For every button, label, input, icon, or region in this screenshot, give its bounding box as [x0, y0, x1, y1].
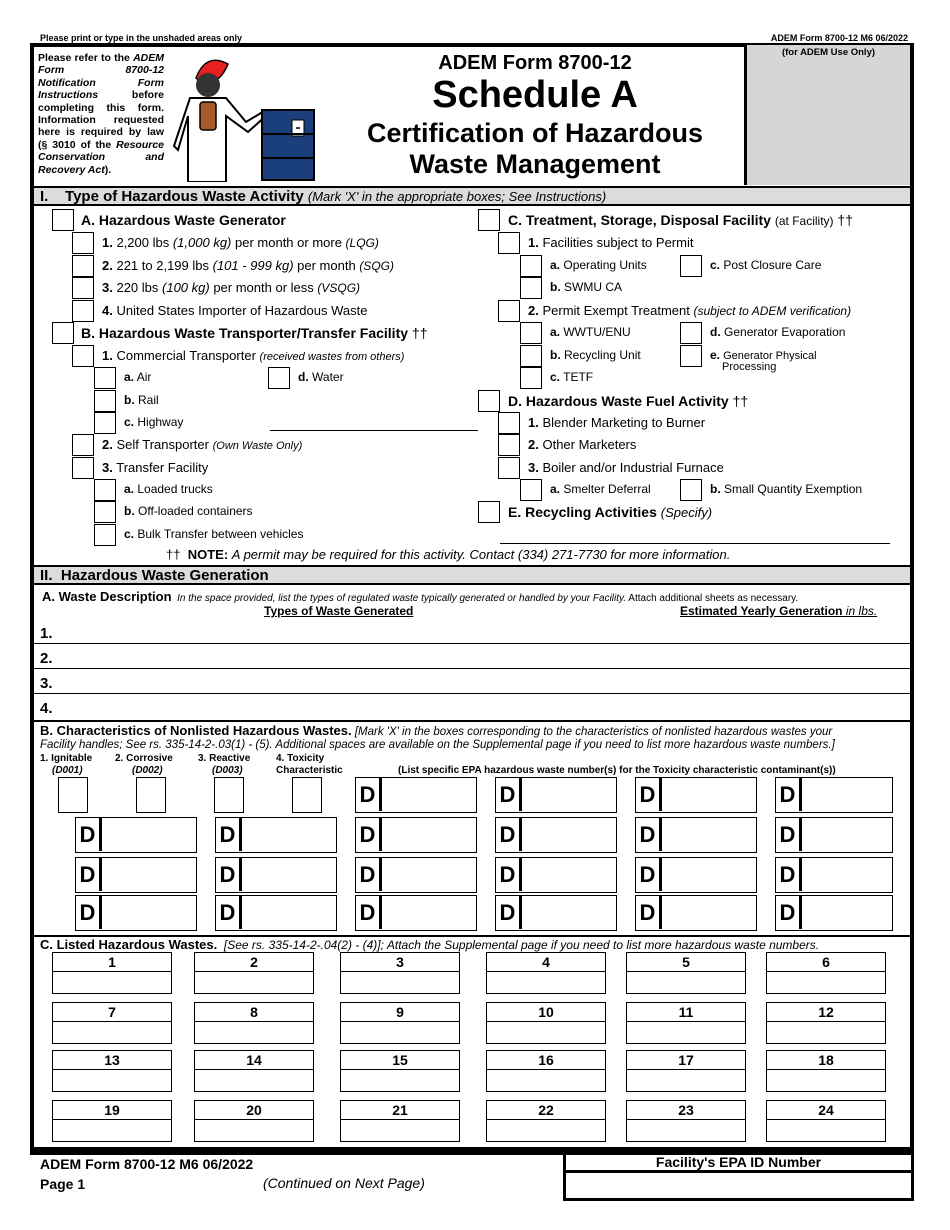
listed-waste-field[interactable]	[766, 1002, 886, 1044]
listed-waste-field[interactable]	[626, 1050, 746, 1092]
bulk-transfer-checkbox[interactable]	[94, 524, 116, 546]
operating-units-label: a. Operating Units	[550, 258, 647, 272]
listed-waste-field[interactable]	[340, 1100, 460, 1142]
d-prefix-label: D	[776, 778, 802, 811]
ignitable-checkbox[interactable]	[58, 777, 88, 813]
rail-checkbox[interactable]	[94, 390, 116, 412]
title-line-1: Certification of Hazardous	[366, 118, 704, 148]
toxicity-number-field[interactable]	[635, 857, 757, 893]
toxicity-number-field[interactable]	[495, 777, 617, 813]
adem-use-label: (for ADEM Use Only)	[781, 47, 876, 58]
listed-waste-field[interactable]	[626, 952, 746, 994]
listed-waste-field[interactable]	[340, 952, 460, 994]
swmu-ca-label: b. SWMU CA	[550, 280, 623, 294]
toxicity-number-field[interactable]	[495, 857, 617, 893]
other-marketers-label: 2. Other Marketers	[528, 437, 637, 452]
permit-facilities-label: 1. Facilities subject to Permit	[528, 235, 694, 250]
listed-waste-field[interactable]	[766, 1050, 886, 1092]
yearly-generation-column-header: Estimated Yearly Generation in lbs.	[680, 604, 878, 618]
toxicity-number-field[interactable]	[635, 777, 757, 813]
d-prefix-label: D	[356, 858, 382, 891]
waste-row-1: 1.	[40, 625, 53, 642]
vsqg-label: 3. 220 lbs (100 kg) per month or less (VSQG)	[102, 280, 361, 295]
toxicity-number-field[interactable]	[75, 895, 197, 931]
listed-waste-field[interactable]	[486, 1050, 606, 1092]
toxicity-number-field[interactable]	[75, 857, 197, 893]
post-closure-checkbox[interactable]	[680, 255, 702, 277]
listed-waste-number: 9	[341, 1003, 459, 1022]
form-number: ADEM Form 8700-12	[438, 52, 632, 74]
listed-waste-field[interactable]	[766, 1100, 886, 1142]
tetf-checkbox[interactable]	[520, 367, 542, 389]
d-prefix-label: D	[496, 896, 522, 929]
section-2-header: II. Hazardous Waste Generation	[34, 565, 910, 585]
operating-units-checkbox[interactable]	[520, 255, 542, 277]
listed-waste-number: 5	[627, 953, 745, 972]
physical-processing-label-2: Processing	[722, 361, 777, 373]
listed-waste-field[interactable]	[194, 1002, 314, 1044]
listed-waste-field[interactable]	[52, 1100, 172, 1142]
d-prefix-label: D	[216, 858, 242, 891]
schedule-title: Schedule A	[432, 74, 638, 116]
char-reactive: 3. Reactive	[198, 753, 251, 764]
worker-illustration-icon	[166, 50, 326, 182]
toxicity-number-field[interactable]	[495, 817, 617, 853]
listed-waste-field[interactable]	[340, 1002, 460, 1044]
water-label: d. Water	[298, 370, 344, 384]
listed-waste-number: 12	[767, 1003, 885, 1022]
page-number: Page 1	[40, 1176, 86, 1192]
char-characteristic: Characteristic	[276, 765, 343, 776]
footer-form-version: ADEM Form 8700-12 M6 06/2022	[40, 1156, 254, 1172]
d-prefix-label: D	[636, 818, 662, 851]
toxicity-number-field[interactable]	[775, 777, 893, 813]
waste-row-3: 3.	[40, 675, 53, 692]
generator-label: A. Hazardous Waste Generator	[81, 212, 286, 228]
d-prefix-label: D	[636, 858, 662, 891]
offloaded-containers-label: b. Off-loaded containers	[124, 504, 253, 518]
d-prefix-label: D	[636, 896, 662, 929]
recycling-activities-checkbox[interactable]	[478, 501, 500, 523]
air-label: a. Air	[124, 370, 152, 384]
transporter-label: B. Hazardous Waste Transporter/Transfer Facility ††	[81, 325, 428, 341]
waste-row-4: 4.	[40, 700, 53, 717]
epa-id-box	[563, 1151, 914, 1201]
d-prefix-label: D	[356, 778, 382, 811]
importer-checkbox[interactable]	[72, 300, 94, 322]
listed-waste-field[interactable]	[52, 952, 172, 994]
listed-waste-number: 1	[53, 953, 171, 972]
d-prefix-label: D	[496, 778, 522, 811]
lqg-checkbox[interactable]	[72, 232, 94, 254]
d-prefix-label: D	[216, 896, 242, 929]
physical-processing-checkbox[interactable]	[680, 345, 702, 367]
listed-waste-number: 15	[341, 1051, 459, 1070]
continued-note: (Continued on Next Page)	[263, 1175, 425, 1191]
d-prefix-label: D	[776, 858, 802, 891]
listed-waste-field[interactable]	[766, 952, 886, 994]
listed-waste-field[interactable]	[340, 1050, 460, 1092]
listed-waste-number: 7	[53, 1003, 171, 1022]
generator-evaporation-label: d. Generator Evaporation	[710, 325, 846, 339]
loaded-trucks-checkbox[interactable]	[94, 479, 116, 501]
other-marketers-checkbox[interactable]	[498, 434, 520, 456]
fuel-activity-label: D. Hazardous Waste Fuel Activity ††	[508, 393, 749, 409]
listed-waste-number: 19	[53, 1101, 171, 1120]
listed-waste-number: 14	[195, 1051, 313, 1070]
reactive-checkbox[interactable]	[214, 777, 244, 813]
sqg-label: 2. 221 to 2,199 lbs (101 - 999 kg) per month (SQG)	[102, 258, 394, 273]
d-prefix-label: D	[636, 778, 662, 811]
offloaded-containers-checkbox[interactable]	[94, 501, 116, 523]
smelter-deferral-label: a. Smelter Deferral	[550, 482, 651, 496]
listed-waste-field[interactable]	[194, 1100, 314, 1142]
adem-use-box	[744, 45, 910, 185]
listed-waste-field[interactable]	[486, 1002, 606, 1044]
tsdf-label: C. Treatment, Storage, Disposal Facility (at Facility) ††	[508, 212, 853, 228]
d-prefix-label: D	[76, 858, 102, 891]
char-d002: (D002)	[132, 765, 163, 776]
post-closure-label: c. Post Closure Care	[710, 258, 822, 272]
commercial-transporter-label: 1. Commercial Transporter (received wastes from others)	[102, 348, 405, 363]
corrosive-checkbox[interactable]	[136, 777, 166, 813]
loaded-trucks-label: a. Loaded trucks	[124, 482, 213, 496]
nonlisted-header: B. Characteristics of Nonlisted Hazardous Wastes. [Mark 'X' in the boxes corresponding to the characteristics of nonlisted hazardous wastes your	[40, 723, 833, 738]
lqg-label: 1. 2,200 lbs (1,000 kg) per month or more (LQG)	[102, 235, 379, 250]
waste-row-2: 2.	[40, 650, 53, 667]
sqg-checkbox[interactable]	[72, 255, 94, 277]
boiler-furnace-checkbox[interactable]	[498, 457, 520, 479]
section-1-header: I. Type of Hazardous Waste Activity (Mark 'X' in the appropriate boxes; See Instructions)	[34, 186, 910, 206]
small-quantity-exemption-label: b. Small Quantity Exemption	[710, 482, 863, 496]
d-prefix-label: D	[356, 896, 382, 929]
form-version-top: ADEM Form 8700-12 M6 06/2022	[770, 33, 908, 43]
listed-waste-field[interactable]	[486, 952, 606, 994]
highway-label: c. Highway	[124, 415, 184, 429]
toxicity-number-field[interactable]	[215, 857, 337, 893]
toxicity-number-field[interactable]	[355, 817, 477, 853]
nonlisted-note: Facility handles; See rs. 335-14-2-.03(1) - (5). Additional spaces are available on the Supplemental page if you need to list more hazardous waste numbers.]	[40, 739, 835, 751]
listed-waste-field[interactable]	[52, 1002, 172, 1044]
d-prefix-label: D	[76, 818, 102, 851]
transfer-facility-label: 3. Transfer Facility	[102, 460, 209, 475]
d-prefix-label: D	[216, 818, 242, 851]
recycling-unit-label: b. Recycling Unit	[550, 348, 641, 362]
toxicity-number-field[interactable]	[215, 895, 337, 931]
generator-evaporation-checkbox[interactable]	[680, 322, 702, 344]
toxicity-number-field[interactable]	[355, 777, 477, 813]
commercial-transporter-checkbox[interactable]	[72, 345, 94, 367]
highway-input-line[interactable]	[270, 430, 478, 431]
d-prefix-label: D	[776, 896, 802, 929]
importer-label: 4. United States Importer of Hazardous Waste	[102, 303, 368, 318]
generator-checkbox[interactable]	[52, 209, 74, 231]
toxicity-number-field[interactable]	[215, 817, 337, 853]
toxicity-number-field[interactable]	[355, 857, 477, 893]
fuel-activity-checkbox[interactable]	[478, 390, 500, 412]
char-d003: (D003)	[212, 765, 243, 776]
char-corrosive: 2. Corrosive	[115, 753, 173, 764]
swmu-ca-checkbox[interactable]	[520, 277, 542, 299]
toxicity-number-field[interactable]	[355, 895, 477, 931]
listed-wastes-header: C. Listed Hazardous Wastes. [See rs. 335-14-2-.04(2) - (4)]; Attach the Supplemental page if you need to list more hazardous waste numbers.	[40, 937, 820, 952]
listed-waste-number: 8	[195, 1003, 313, 1022]
listed-waste-number: 6	[767, 953, 885, 972]
instructions-note: Please refer to the ADEM Form 8700-12 Notification Form Instructions before completing this form. Information requested here is required by law (§ 3010 of the Resource Conservation and Recovery Act).	[38, 52, 164, 176]
bulk-transfer-label: c. Bulk Transfer between vehicles	[124, 527, 304, 541]
listed-waste-field[interactable]	[486, 1100, 606, 1142]
char-ignitable: 1. Ignitable	[40, 753, 93, 764]
listed-waste-number: 20	[195, 1101, 313, 1120]
self-transporter-label: 2. Self Transporter (Own Waste Only)	[102, 437, 303, 452]
listed-waste-number: 3	[341, 953, 459, 972]
char-d001: (D001)	[52, 765, 83, 776]
toxicity-number-field[interactable]	[75, 817, 197, 853]
boiler-furnace-label: 3. Boiler and/or Industrial Furnace	[528, 460, 724, 475]
listed-waste-number: 4	[487, 953, 605, 972]
epa-id-label: Facility's EPA ID Number	[566, 1151, 911, 1173]
permit-facilities-checkbox[interactable]	[498, 232, 520, 254]
blender-marketing-label: 1. Blender Marketing to Burner	[528, 415, 706, 430]
title-line-2: Waste Management	[409, 149, 661, 179]
listed-waste-field[interactable]	[626, 1100, 746, 1142]
listed-waste-number: 18	[767, 1051, 885, 1070]
tsdf-checkbox[interactable]	[478, 209, 500, 231]
d-prefix-label: D	[776, 818, 802, 851]
small-quantity-exemption-checkbox[interactable]	[680, 479, 702, 501]
blender-marketing-checkbox[interactable]	[498, 412, 520, 434]
physical-processing-label: e. Generator Physical	[710, 348, 817, 362]
highway-checkbox[interactable]	[94, 412, 116, 434]
permit-exempt-label: 2. Permit Exempt Treatment (subject to ADEM verification)	[528, 303, 852, 318]
toxicity-number-field[interactable]	[495, 895, 617, 931]
toxicity-list-note: (List specific EPA hazardous waste number(s) for the Toxicity characteristic contaminant(s))	[398, 765, 836, 776]
waste-types-column-header: Types of Waste Generated	[264, 604, 414, 618]
toxicity-number-field[interactable]	[775, 895, 893, 931]
listed-waste-number: 11	[627, 1003, 745, 1022]
permit-exempt-checkbox[interactable]	[498, 300, 520, 322]
listed-waste-number: 13	[53, 1051, 171, 1070]
rail-label: b. Rail	[124, 393, 159, 407]
d-prefix-label: D	[356, 818, 382, 851]
listed-waste-number: 16	[487, 1051, 605, 1070]
listed-waste-field[interactable]	[194, 952, 314, 994]
toxicity-number-field[interactable]	[775, 817, 893, 853]
listed-waste-number: 24	[767, 1101, 885, 1120]
listed-waste-number: 22	[487, 1101, 605, 1120]
print-note: Please print or type in the unshaded areas only	[40, 33, 243, 43]
waste-description-header: A. Waste Description In the space provided, list the types of regulated waste typically generated or handled by your Facility. Attach additional sheets as necessary.	[42, 589, 799, 604]
listed-waste-number: 23	[627, 1101, 745, 1120]
listed-waste-number: 10	[487, 1003, 605, 1022]
air-checkbox[interactable]	[94, 367, 116, 389]
listed-waste-number: 17	[627, 1051, 745, 1070]
recycling-unit-checkbox[interactable]	[520, 345, 542, 367]
toxicity-number-field[interactable]	[635, 895, 757, 931]
toxicity-checkbox[interactable]	[292, 777, 322, 813]
listed-waste-number: 2	[195, 953, 313, 972]
wwtu-label: a. WWTU/ENU	[550, 325, 631, 339]
d-prefix-label: D	[496, 858, 522, 891]
d-prefix-label: D	[76, 896, 102, 929]
listed-waste-field[interactable]	[626, 1002, 746, 1044]
d-prefix-label: D	[496, 818, 522, 851]
water-checkbox[interactable]	[268, 367, 290, 389]
permit-note: †† NOTE: A permit may be required for this activity. Contact (334) 271-7730 for more information.	[166, 547, 731, 562]
listed-waste-field[interactable]	[194, 1050, 314, 1092]
epa-id-input[interactable]	[566, 1173, 911, 1198]
recycling-activities-label: E. Recycling Activities (Specify)	[508, 504, 713, 520]
vsqg-checkbox[interactable]	[72, 277, 94, 299]
tetf-label: c. TETF	[550, 370, 594, 384]
self-transporter-checkbox[interactable]	[72, 434, 94, 456]
listed-waste-number: 21	[341, 1101, 459, 1120]
listed-waste-field[interactable]	[52, 1050, 172, 1092]
wwtu-checkbox[interactable]	[520, 322, 542, 344]
recycling-specify-line[interactable]	[500, 543, 890, 544]
toxicity-number-field[interactable]	[635, 817, 757, 853]
smelter-deferral-checkbox[interactable]	[520, 479, 542, 501]
char-toxicity: 4. Toxicity	[276, 753, 325, 764]
transporter-checkbox[interactable]	[52, 322, 74, 344]
transfer-facility-checkbox[interactable]	[72, 457, 94, 479]
toxicity-number-field[interactable]	[775, 857, 893, 893]
